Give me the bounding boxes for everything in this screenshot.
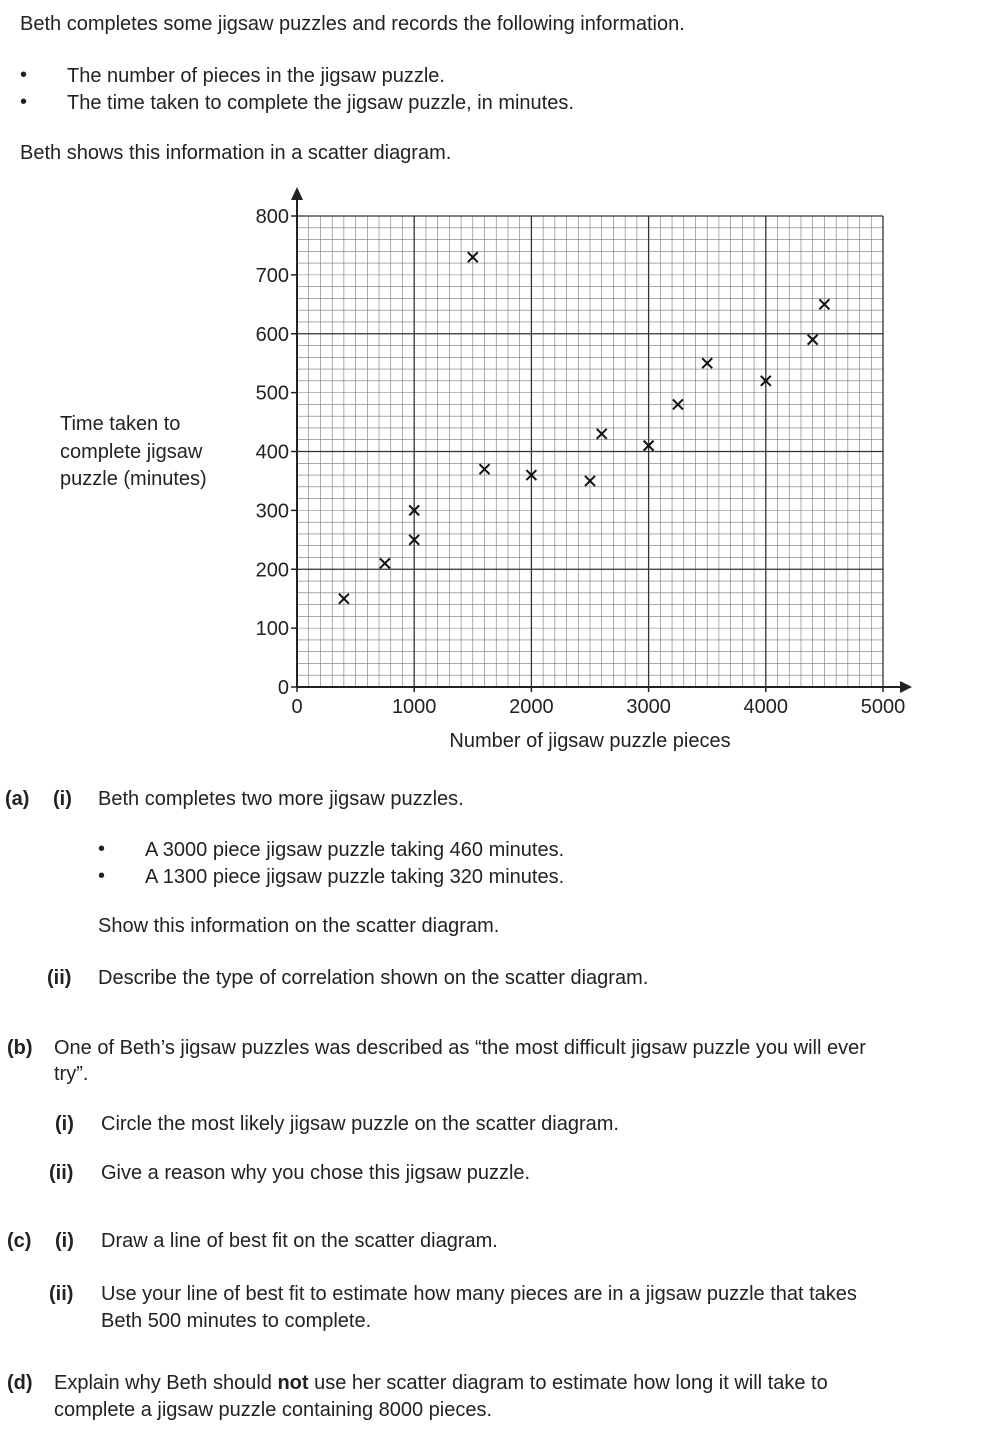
question-a-label: (a) xyxy=(5,788,30,810)
question-c-label: (c) xyxy=(7,1230,32,1252)
y-axis-arrow xyxy=(291,187,303,200)
y-tick-label: 400 xyxy=(255,441,289,464)
question-c-ii-label: (ii) xyxy=(49,1283,74,1305)
y-tick-label: 800 xyxy=(255,206,289,228)
question-b-text-line-2: try”. xyxy=(54,1063,89,1085)
data-point-cross xyxy=(380,558,390,568)
x-tick-label: 1000 xyxy=(391,696,437,718)
y-tick-label: 200 xyxy=(255,559,289,582)
question-a-i-label: (i) xyxy=(53,788,72,810)
question-a-ii-label: (ii) xyxy=(47,967,72,989)
y-tick-label: 100 xyxy=(255,618,289,641)
question-c-ii-text-line-1: Use your line of best fit to estimate how many pieces are in a jigsaw puzzle that takes xyxy=(101,1283,857,1305)
y-tick-label: 300 xyxy=(255,500,289,523)
intro-bullet-2: The time taken to complete the jigsaw puzzle, in minutes. xyxy=(67,92,574,114)
question-b-ii-label: (ii) xyxy=(49,1162,74,1184)
y-tick-label: 700 xyxy=(255,264,289,287)
y-tick-label: 0 xyxy=(277,677,289,699)
question-a-i-text: Beth completes two more jigsaw puzzles. xyxy=(98,788,464,810)
question-d-label: (d) xyxy=(7,1372,33,1394)
question-b-i-text: Circle the most likely jigsaw puzzle on the scatter diagram. xyxy=(101,1113,619,1135)
bullet-point: • xyxy=(20,91,28,113)
x-tick-label: 3000 xyxy=(626,696,671,718)
question-a-ii-text: Describe the type of correlation shown on the scatter diagram. xyxy=(98,967,649,989)
question-d-text-pre: Explain why Beth should xyxy=(54,1372,278,1394)
question-a-bullet-1: A 3000 piece jigsaw puzzle taking 460 minutes. xyxy=(145,839,565,861)
question-b-label: (b) xyxy=(7,1037,33,1059)
x-tick-label: 5000 xyxy=(860,696,906,718)
question-d-text-line-2: complete a jigsaw puzzle containing 8000 pieces. xyxy=(54,1399,493,1421)
x-axis-arrow xyxy=(900,681,912,693)
intro-text-2: Beth shows this information in a scatter diagram. xyxy=(20,142,452,164)
question-d-text-line-1 xyxy=(54,1371,828,1396)
y-tick-label: 500 xyxy=(255,382,289,405)
tick-labels xyxy=(256,206,906,718)
y-tick-label: 600 xyxy=(255,323,289,346)
y-axis-label-line-3: puzzle (minutes) xyxy=(60,468,207,490)
question-d-text-emphasis: not xyxy=(277,1372,309,1394)
question-c-i-label: (i) xyxy=(55,1230,74,1252)
question-b-text-line-1: One of Beth’s jigsaw puzzles was described as “the most difficult jigsaw puzzle you will ever xyxy=(54,1037,866,1059)
bullet-point: • xyxy=(98,838,106,860)
bullet-point: • xyxy=(20,64,28,86)
question-b-i-label: (i) xyxy=(55,1113,74,1135)
intro-bullet-1: The number of pieces in the jigsaw puzzle. xyxy=(67,65,445,87)
y-axis-label-line-2: complete jigsaw xyxy=(60,441,203,463)
x-axis-label: Number of jigsaw puzzle pieces xyxy=(449,730,731,752)
question-c-ii-text-line-2: Beth 500 minutes to complete. xyxy=(101,1310,372,1332)
x-tick-label: 4000 xyxy=(743,696,789,718)
y-axis-label-line-1: Time taken to xyxy=(60,413,181,435)
question-c-i-text: Draw a line of best fit on the scatter diagram. xyxy=(101,1230,498,1252)
x-tick-label: 2000 xyxy=(509,696,554,718)
intro-text: Beth completes some jigsaw puzzles and records the following information. xyxy=(20,13,685,35)
question-a-bullet-2: A 1300 piece jigsaw puzzle taking 320 minutes. xyxy=(145,866,565,888)
question-a-instruction: Show this information on the scatter diagram. xyxy=(98,915,500,937)
bullet-point: • xyxy=(98,865,106,887)
question-d-text-post: use her scatter diagram to estimate how long it will take to xyxy=(308,1372,828,1394)
x-tick-label: 0 xyxy=(291,696,303,718)
question-b-ii-text: Give a reason why you chose this jigsaw puzzle. xyxy=(101,1162,531,1184)
